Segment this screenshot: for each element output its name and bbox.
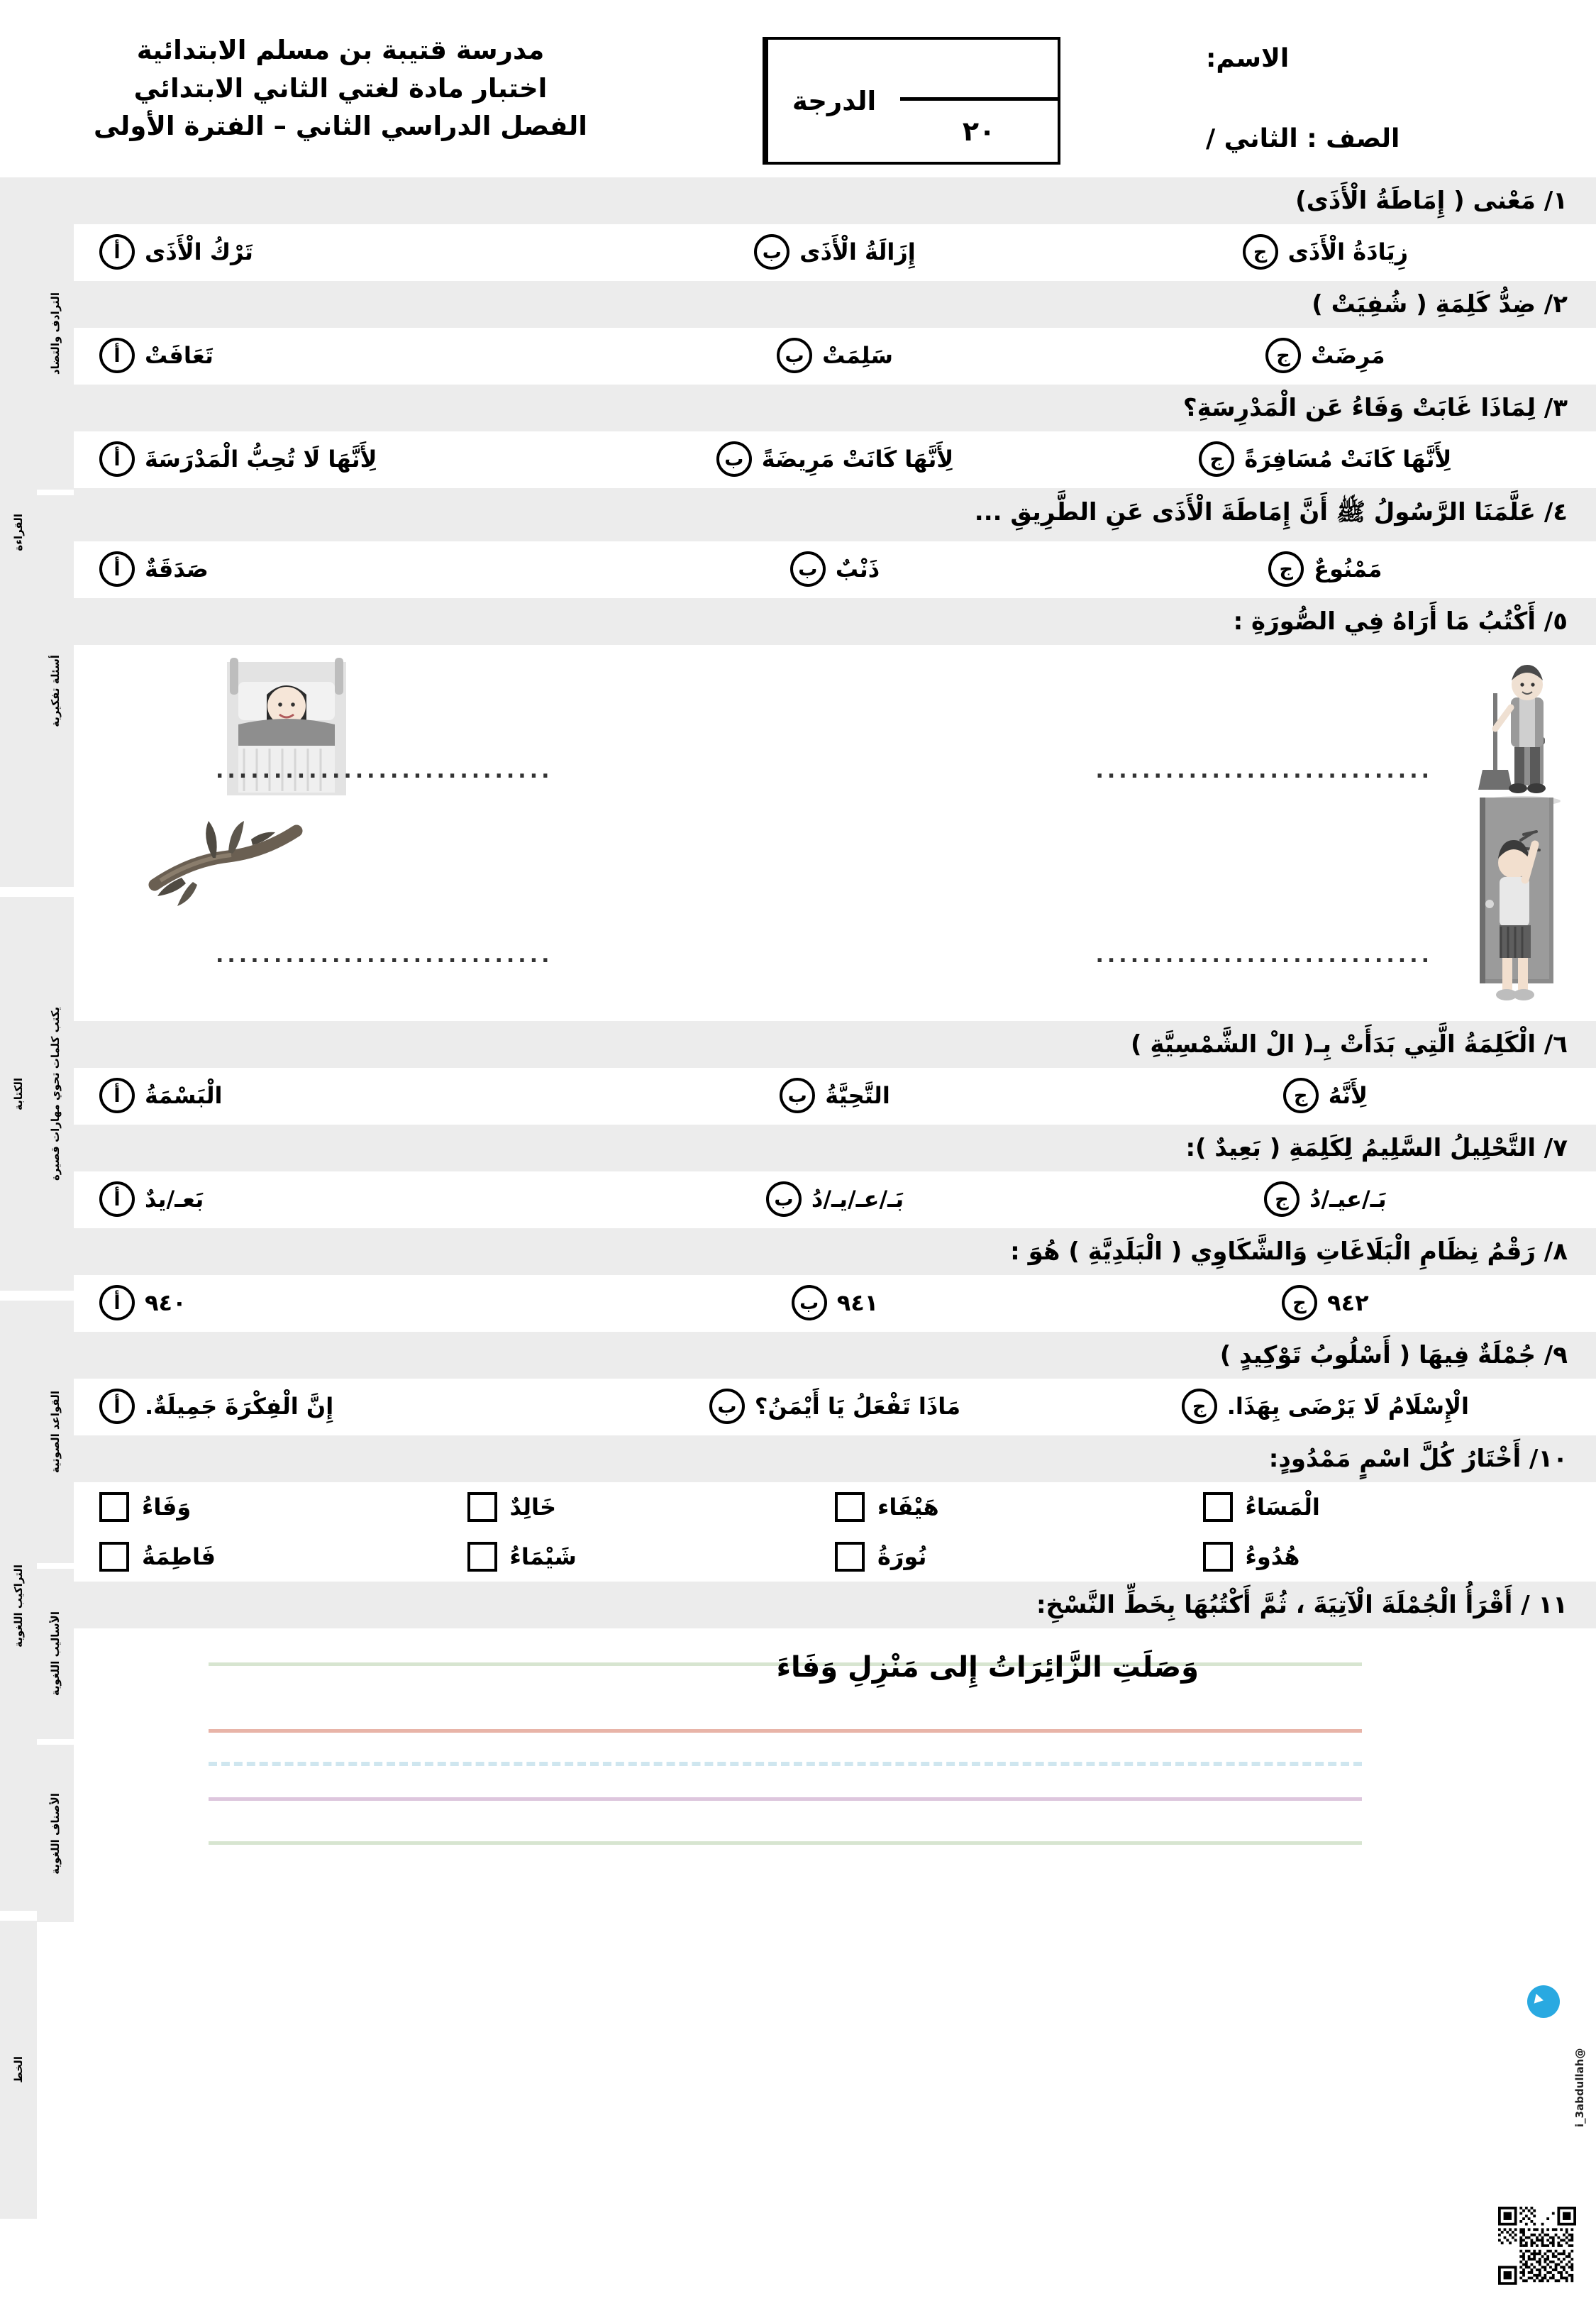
sidebar-gap [37,887,74,897]
grade-box-wrap [653,16,1170,165]
option-row-item[interactable] [99,1078,589,1113]
option-text-b: لِأَنَّهَا كَانَتْ مَرِيضَةً [761,446,954,473]
sidebar-outer-column [0,177,37,2219]
checkbox-item[interactable] [835,1492,1203,1522]
option-row-item[interactable] [1080,1285,1570,1320]
sidebar-section-writing [0,897,37,1291]
option-bubble-a[interactable]: أ [99,234,135,270]
option-row-item[interactable] [1080,1389,1570,1424]
option-text-c: مَمْنُوعٌ [1314,556,1382,583]
option-bubble-a[interactable]: أ [99,1389,135,1424]
school-name: مدرسة قتيبة بن مسلم الابتدائية [136,35,545,65]
option-text-b: مَاذَا تَفْعَلُ يَا أَيْمَنُ؟ [754,1393,961,1420]
option-text-c: لِأَنَّهَا كَانَتْ مُسَافِرَةً [1244,446,1452,473]
checkbox-item[interactable] [1203,1492,1571,1522]
writing-guide-line-2 [209,1729,1362,1733]
sidebar-skill-categories [37,1745,74,1922]
page-header [0,0,1596,177]
sidebar-gap [37,1291,74,1301]
question-9-text: ٩/ جُمْلَةٌ فِيهَا ( أَسْلُوبُ تَوْكِيدٍ ) [74,1332,1596,1379]
boy-knocking-door-illustration [1456,798,1576,1010]
option-row-item[interactable] [1080,551,1570,587]
checkbox-label: فَاطِمَةُ [142,1543,216,1570]
sidebar-label-writing: الكتابة [12,1077,25,1110]
sidebar-label-thinking: أسئلة تفكيرية [49,655,62,727]
picture-blank-3[interactable]: ............................. [1095,943,1433,968]
checkbox-input[interactable] [1203,1542,1233,1572]
question-7-options [74,1171,1596,1228]
option-bubble-b[interactable]: ب [792,1285,827,1320]
writing-guide-line-3 [209,1797,1362,1801]
option-bubble-c[interactable]: ج [1268,551,1304,587]
checkbox-label: الْمَسَاءُ [1245,1494,1320,1521]
option-text-b: بَـ/عـ/يـ/دُ [811,1186,904,1213]
option-text-a: تَعَافَتْ [145,342,214,369]
question-1-options [74,224,1596,281]
checkbox-input[interactable] [835,1492,865,1522]
option-bubble-c[interactable]: ج [1199,441,1234,477]
sidebar-gap [0,1911,37,1921]
sidebar-gap [0,887,37,897]
exam-body [0,177,1596,2219]
option-text-a: لِأَنَّهَا لَا تُحِبُّ الْمَدْرَسَةَ [145,446,377,473]
checkbox-input[interactable] [1203,1492,1233,1522]
question-10-row-2 [74,1532,1596,1582]
handwriting-sample: وَصَلَتِ الزَّائِرَاتُ إِلى مَنْزِلِ وَفَاءَ [776,1651,1199,1684]
option-row-item[interactable] [589,441,1080,477]
option-row-item[interactable] [589,551,1080,587]
option-row-item[interactable] [99,234,589,270]
question-5-text: ٥/ أَكْتُبُ مَا أَرَاهُ فِي الصُّورَةِ : [74,598,1596,645]
question-10-text: ١٠/ أَخْتَارُ كُلَّ اسْمٍ مَمْدُودٍ: [74,1435,1596,1482]
option-text-b: إِزَالَةُ الْأَذَى [799,238,916,265]
question-6-options [74,1068,1596,1125]
grade-total-value: ٢٠ [962,116,996,147]
option-row-item[interactable] [99,338,589,373]
checkbox-item[interactable] [467,1542,836,1572]
picture-blank-4[interactable]: ............................. [216,943,553,968]
tree-branch-illustration [145,808,308,915]
option-row-item[interactable] [1080,441,1570,477]
option-bubble-a[interactable]: أ [99,551,135,587]
option-text-c: ٩٤٢ [1327,1289,1369,1316]
sidebar-label-shortwords: يكتب كلمات تحوي مهارات قصيرة [49,1006,62,1181]
sidebar-skill-phonics [37,1301,74,1563]
option-text-a: تَرْكُ الْأَذَى [145,238,253,265]
option-text-b: ذَنْبٌ [835,556,880,583]
question-2-text: ٢/ ضِدُّ كَلِمَةِ ( شُفِيَتْ ) [74,281,1596,328]
option-text-a: إِنَّ الْفِكْرَةَ جَمِيلَةٌ. [145,1393,334,1420]
writing-guide-line-dashed [209,1762,1362,1766]
option-text-a: صَدَقَةٌ [145,556,209,583]
option-bubble-c[interactable]: ج [1282,1285,1317,1320]
option-text-b: سَلِمَتْ [822,342,893,369]
option-text-b: ٩٤١ [836,1289,879,1316]
checkbox-input[interactable] [467,1542,497,1572]
option-text-b: التَّحِيَّةُ [825,1082,890,1109]
option-text-c: لِأَنَّهُ [1328,1082,1368,1109]
sidebar-label-structures: التراكيب اللغوية [12,1564,25,1648]
sidebar-skill-styles [37,1569,74,1739]
option-text-c: مَرِضَتْ [1311,342,1385,369]
question-4-options [74,541,1596,598]
qr-code[interactable] [1498,2207,1576,2285]
option-bubble-b[interactable]: ب [754,234,789,270]
student-info-block [1170,16,1568,204]
sidebar-skill-thinking [37,495,74,887]
checkbox-label: نُورَةُ [877,1543,927,1570]
grade-cells [900,40,1058,162]
sidebar-skill-synonyms [37,177,74,490]
sidebar-section-reading [0,177,37,887]
option-row-item[interactable] [589,1078,1080,1113]
option-bubble-a[interactable]: أ [99,1078,135,1113]
question-2-options [74,328,1596,385]
telegram-icon[interactable] [1527,1985,1560,2018]
checkbox-item[interactable] [99,1542,467,1572]
checkbox-input[interactable] [835,1542,865,1572]
checkbox-label: وَفَاءُ [142,1494,192,1521]
checkbox-input[interactable] [99,1542,129,1572]
question-11-text: ١١ / أَقْرَأُ الْجُمْلَةَ الْآتِيَةَ ، ثُمَّ أَكْتُبُهَا بِخَطِّ النَّسْخِ: [74,1582,1596,1628]
checkbox-item[interactable] [1203,1542,1571,1572]
checkbox-label: هُدُوءُ [1245,1543,1300,1570]
question-3-text: ٣/ لِمَاذَا غَابَتْ وَفَاءُ عَن الْمَدْرِسَةِ؟ [74,385,1596,431]
checkbox-input[interactable] [99,1492,129,1522]
question-6-text: ٦/ الْكَلِمَةُ الَّتِي بَدَأَتْ بِـ( الْ الشَّمْسِيَّةِ ) [74,1021,1596,1068]
option-bubble-b[interactable]: ب [777,338,812,373]
checkbox-label: شَيْمَاءُ [509,1543,577,1570]
sidebar-label-categories: الأصناف اللغوية [49,1792,62,1875]
option-bubble-a[interactable]: أ [99,1285,135,1320]
sidebar-label-handwriting: الخط [12,2056,25,2083]
option-row-item[interactable] [589,1285,1080,1320]
sidebar-gap [37,1739,74,1745]
option-text-c: الْإِسْلَامُ لَا يَرْضَى بِهَذَا. [1226,1393,1469,1420]
option-bubble-c[interactable]: ج [1264,1181,1299,1217]
picture-blank-2[interactable]: ............................. [216,758,553,783]
sidebar-label-reading: القراءة [12,513,25,551]
question-11-writing-area[interactable] [74,1628,1596,1863]
question-7-text: ٧/ التَّحْلِيلُ السَّلِيمُ لِكَلِمَةِ ( بَعِيدٌ ): [74,1125,1596,1171]
option-row-item[interactable] [1080,338,1570,373]
question-8-text: ٨/ رَقْمُ نِظَامِ الْبَلَاغَاتِ وَالشَّكَاوِي ( الْبَلَدِيَّةِ ) هُوَ : [74,1228,1596,1275]
question-9-options [74,1379,1596,1435]
option-bubble-a[interactable]: أ [99,441,135,477]
term-title: الفصل الدراسي الثاني – الفترة الأولى [94,111,587,142]
option-row-item[interactable] [99,551,589,587]
option-bubble-a[interactable]: أ [99,1181,135,1217]
option-bubble-c[interactable]: ج [1265,338,1301,373]
sidebar-label-synonyms: الترادف والتضاد [49,292,62,375]
grade-box [763,37,1060,165]
option-bubble-b[interactable]: ب [766,1181,802,1217]
checkbox-input[interactable] [467,1492,497,1522]
option-bubble-c[interactable]: ج [1283,1078,1319,1113]
option-bubble-a[interactable]: أ [99,338,135,373]
option-row-item[interactable] [1080,1181,1570,1217]
option-bubble-b[interactable]: ب [780,1078,815,1113]
writing-guide-line-4 [209,1841,1362,1845]
option-row-item[interactable] [99,441,589,477]
telegram-handle: @i_3abdullah [1573,2048,1586,2127]
sidebar-label-styles: الأساليب اللغوية [49,1611,62,1697]
student-class-label[interactable]: الصف : الثاني / [1206,124,1400,153]
option-text-a: بَعـ/يدٌ [145,1186,204,1213]
option-row-item[interactable] [99,1285,589,1320]
option-row-item[interactable] [589,1181,1080,1217]
option-bubble-c[interactable]: ج [1182,1389,1217,1424]
sidebar-gap [0,1291,37,1301]
checkbox-label: خَالِدٌ [509,1494,557,1521]
sidebar-inner-column [37,177,74,2219]
option-row-item[interactable] [589,234,1080,270]
option-bubble-b[interactable]: ب [790,551,826,587]
sidebar-label-phonics: القواعد الصوتية [49,1390,62,1474]
checkbox-item[interactable] [467,1492,836,1522]
questions-content [74,177,1596,2219]
student-name-label[interactable]: الاسم: [1206,44,1290,73]
option-bubble-b[interactable]: ب [709,1389,745,1424]
question-5-picture-area [74,645,1596,1021]
grade-input-cell[interactable] [900,40,1058,101]
option-row-item[interactable] [589,338,1080,373]
question-4-text: ٤/ عَلَّمَنَا الرَّسُولُ ﷺ أَنَّ إِمَاطَةَ الْأَذَى عَنِ الطَّرِيقِ ... [74,488,1596,541]
grade-label: الدرجة [765,40,900,162]
option-text-c: بَـ/عيـ/دُ [1309,1186,1387,1213]
checkbox-label: هَيْفَاء [877,1494,939,1521]
picture-blank-1[interactable]: ............................. [1095,758,1433,783]
sidebar-skill-shortwords [37,897,74,1291]
sidebar-gap [37,1563,74,1569]
question-1-text: ١/ مَعْنى ( إِمَاطَةُ الْأَذَى) [74,177,1596,224]
option-row-item[interactable] [589,1389,1080,1424]
school-header-block [28,16,653,145]
sidebar-section-handwriting [0,1921,37,2219]
checkbox-item[interactable] [99,1492,467,1522]
question-10-row-1 [74,1482,1596,1532]
option-text-c: زِيَادَةُ الْأَذَى [1287,238,1409,265]
question-3-options [74,431,1596,488]
question-8-options [74,1275,1596,1332]
sidebar-section-structures [0,1301,37,1911]
option-row-item[interactable] [99,1389,589,1424]
option-text-a: الْبَسْمَةُ [145,1082,223,1109]
brand-block [1501,1985,1586,2151]
option-bubble-c[interactable]: ج [1243,234,1278,270]
option-row-item[interactable] [1080,234,1570,270]
option-bubble-b[interactable]: ب [716,441,752,477]
exam-title: اختبار مادة لغتي الثاني الابتدائي [133,72,548,104]
sidebar-gap [37,490,74,495]
boy-sweeping-illustration [1454,651,1582,807]
checkbox-item[interactable] [835,1542,1203,1572]
option-row-item[interactable] [1080,1078,1570,1113]
option-text-a: ٩٤٠ [145,1289,187,1316]
option-row-item[interactable] [99,1181,589,1217]
